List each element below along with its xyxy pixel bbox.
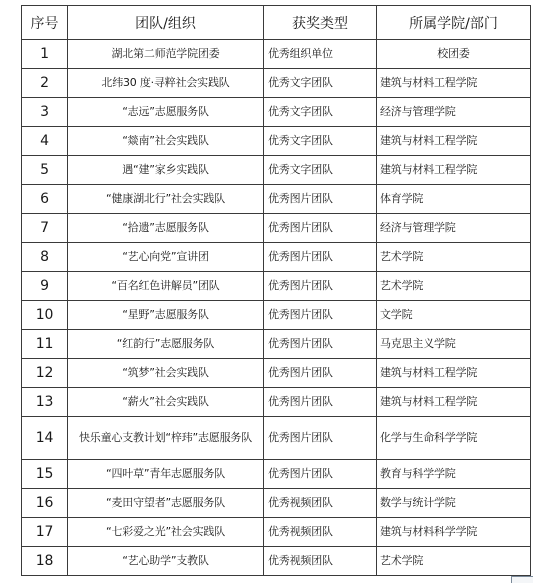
award-type: 优秀图片团队 [264, 460, 377, 489]
team-name: “筑梦”社会实践队 [68, 359, 264, 388]
team-name: “薪火”社会实践队 [68, 388, 264, 417]
award-type: 优秀图片团队 [264, 243, 377, 272]
row-number: 10 [22, 301, 68, 330]
row-number: 12 [22, 359, 68, 388]
award-type: 优秀文字团队 [264, 156, 377, 185]
department: 教育与科学学院 [377, 460, 531, 489]
row-number: 1 [22, 40, 68, 69]
team-name: 快乐童心支教计划“梓玮”志愿服务队 [68, 417, 264, 460]
team-name: “百名红色讲解员”团队 [68, 272, 264, 301]
team-name: 北纬30 度·寻粹社会实践队 [68, 69, 264, 98]
department: 体育学院 [377, 185, 531, 214]
award-type: 优秀文字团队 [264, 98, 377, 127]
department: 建筑与材料工程学院 [377, 156, 531, 185]
header-no: 序号 [22, 6, 68, 40]
award-type: 优秀文字团队 [264, 69, 377, 98]
table-row [22, 359, 531, 388]
header-row [22, 6, 531, 40]
table-row [22, 127, 531, 156]
team-name: “七彩爱之光”社会实践队 [68, 518, 264, 547]
department: 建筑与材料科学学院 [377, 518, 531, 547]
table-row [22, 156, 531, 185]
award-type: 优秀视频团队 [264, 489, 377, 518]
row-number: 13 [22, 388, 68, 417]
award-table [21, 5, 531, 576]
table-row [22, 214, 531, 243]
department: 建筑与材料工程学院 [377, 69, 531, 98]
row-number: 5 [22, 156, 68, 185]
team-name: “健康湖北行”社会实践队 [68, 185, 264, 214]
award-type: 优秀文字团队 [264, 127, 377, 156]
team-name: “艺心向党”宣讲团 [68, 243, 264, 272]
corner-widget [511, 576, 533, 583]
award-type: 优秀图片团队 [264, 359, 377, 388]
award-type: 优秀视频团队 [264, 518, 377, 547]
team-name: “红韵行”志愿服务队 [68, 330, 264, 359]
award-type: 优秀图片团队 [264, 330, 377, 359]
row-number: 3 [22, 98, 68, 127]
award-type: 优秀图片团队 [264, 388, 377, 417]
table-row [22, 388, 531, 417]
table-row [22, 69, 531, 98]
row-number: 17 [22, 518, 68, 547]
award-type: 优秀视频团队 [264, 547, 377, 576]
department: 经济与管理学院 [377, 98, 531, 127]
department: 数学与统计学院 [377, 489, 531, 518]
row-number: 2 [22, 69, 68, 98]
award-type: 优秀组织单位 [264, 40, 377, 69]
row-number: 14 [22, 417, 68, 460]
department: 艺术学院 [377, 547, 531, 576]
team-name: 遇“建”家乡实践队 [68, 156, 264, 185]
department: 文学院 [377, 301, 531, 330]
department: 化学与生命科学学院 [377, 417, 531, 460]
award-type: 优秀图片团队 [264, 272, 377, 301]
row-number: 16 [22, 489, 68, 518]
team-name: 湖北第二师范学院团委 [68, 40, 264, 69]
row-number: 6 [22, 185, 68, 214]
department: 建筑与材料工程学院 [377, 127, 531, 156]
award-type: 优秀图片团队 [264, 301, 377, 330]
department: 经济与管理学院 [377, 214, 531, 243]
table-row [22, 518, 531, 547]
table-row [22, 330, 531, 359]
table-row [22, 272, 531, 301]
row-number: 7 [22, 214, 68, 243]
row-number: 18 [22, 547, 68, 576]
team-name: “拾遗”志愿服务队 [68, 214, 264, 243]
team-name: “燚南”社会实践队 [68, 127, 264, 156]
table-row [22, 489, 531, 518]
award-type: 优秀图片团队 [264, 417, 377, 460]
award-type: 优秀图片团队 [264, 185, 377, 214]
table-row [22, 417, 531, 460]
team-name: “星野”志愿服务队 [68, 301, 264, 330]
row-number: 8 [22, 243, 68, 272]
award-type: 优秀图片团队 [264, 214, 377, 243]
department: 马克思主义学院 [377, 330, 531, 359]
department: 艺术学院 [377, 243, 531, 272]
department: 建筑与材料工程学院 [377, 388, 531, 417]
header-team: 团队/组织 [68, 6, 264, 40]
table-row [22, 460, 531, 489]
table-row [22, 301, 531, 330]
row-number: 9 [22, 272, 68, 301]
header-type: 获奖类型 [264, 6, 377, 40]
team-name: “四叶草”青年志愿服务队 [68, 460, 264, 489]
table-row [22, 185, 531, 214]
table-row [22, 40, 531, 69]
table-row [22, 243, 531, 272]
row-number: 15 [22, 460, 68, 489]
row-number: 4 [22, 127, 68, 156]
header-dept: 所属学院/部门 [377, 6, 531, 40]
department: 校团委 [377, 40, 531, 69]
row-number: 11 [22, 330, 68, 359]
department: 建筑与材料工程学院 [377, 359, 531, 388]
table-row [22, 98, 531, 127]
team-name: “志远”志愿服务队 [68, 98, 264, 127]
department: 艺术学院 [377, 272, 531, 301]
team-name: “艺心助学”支教队 [68, 547, 264, 576]
team-name: “麦田守望者”志愿服务队 [68, 489, 264, 518]
table-row [22, 547, 531, 576]
